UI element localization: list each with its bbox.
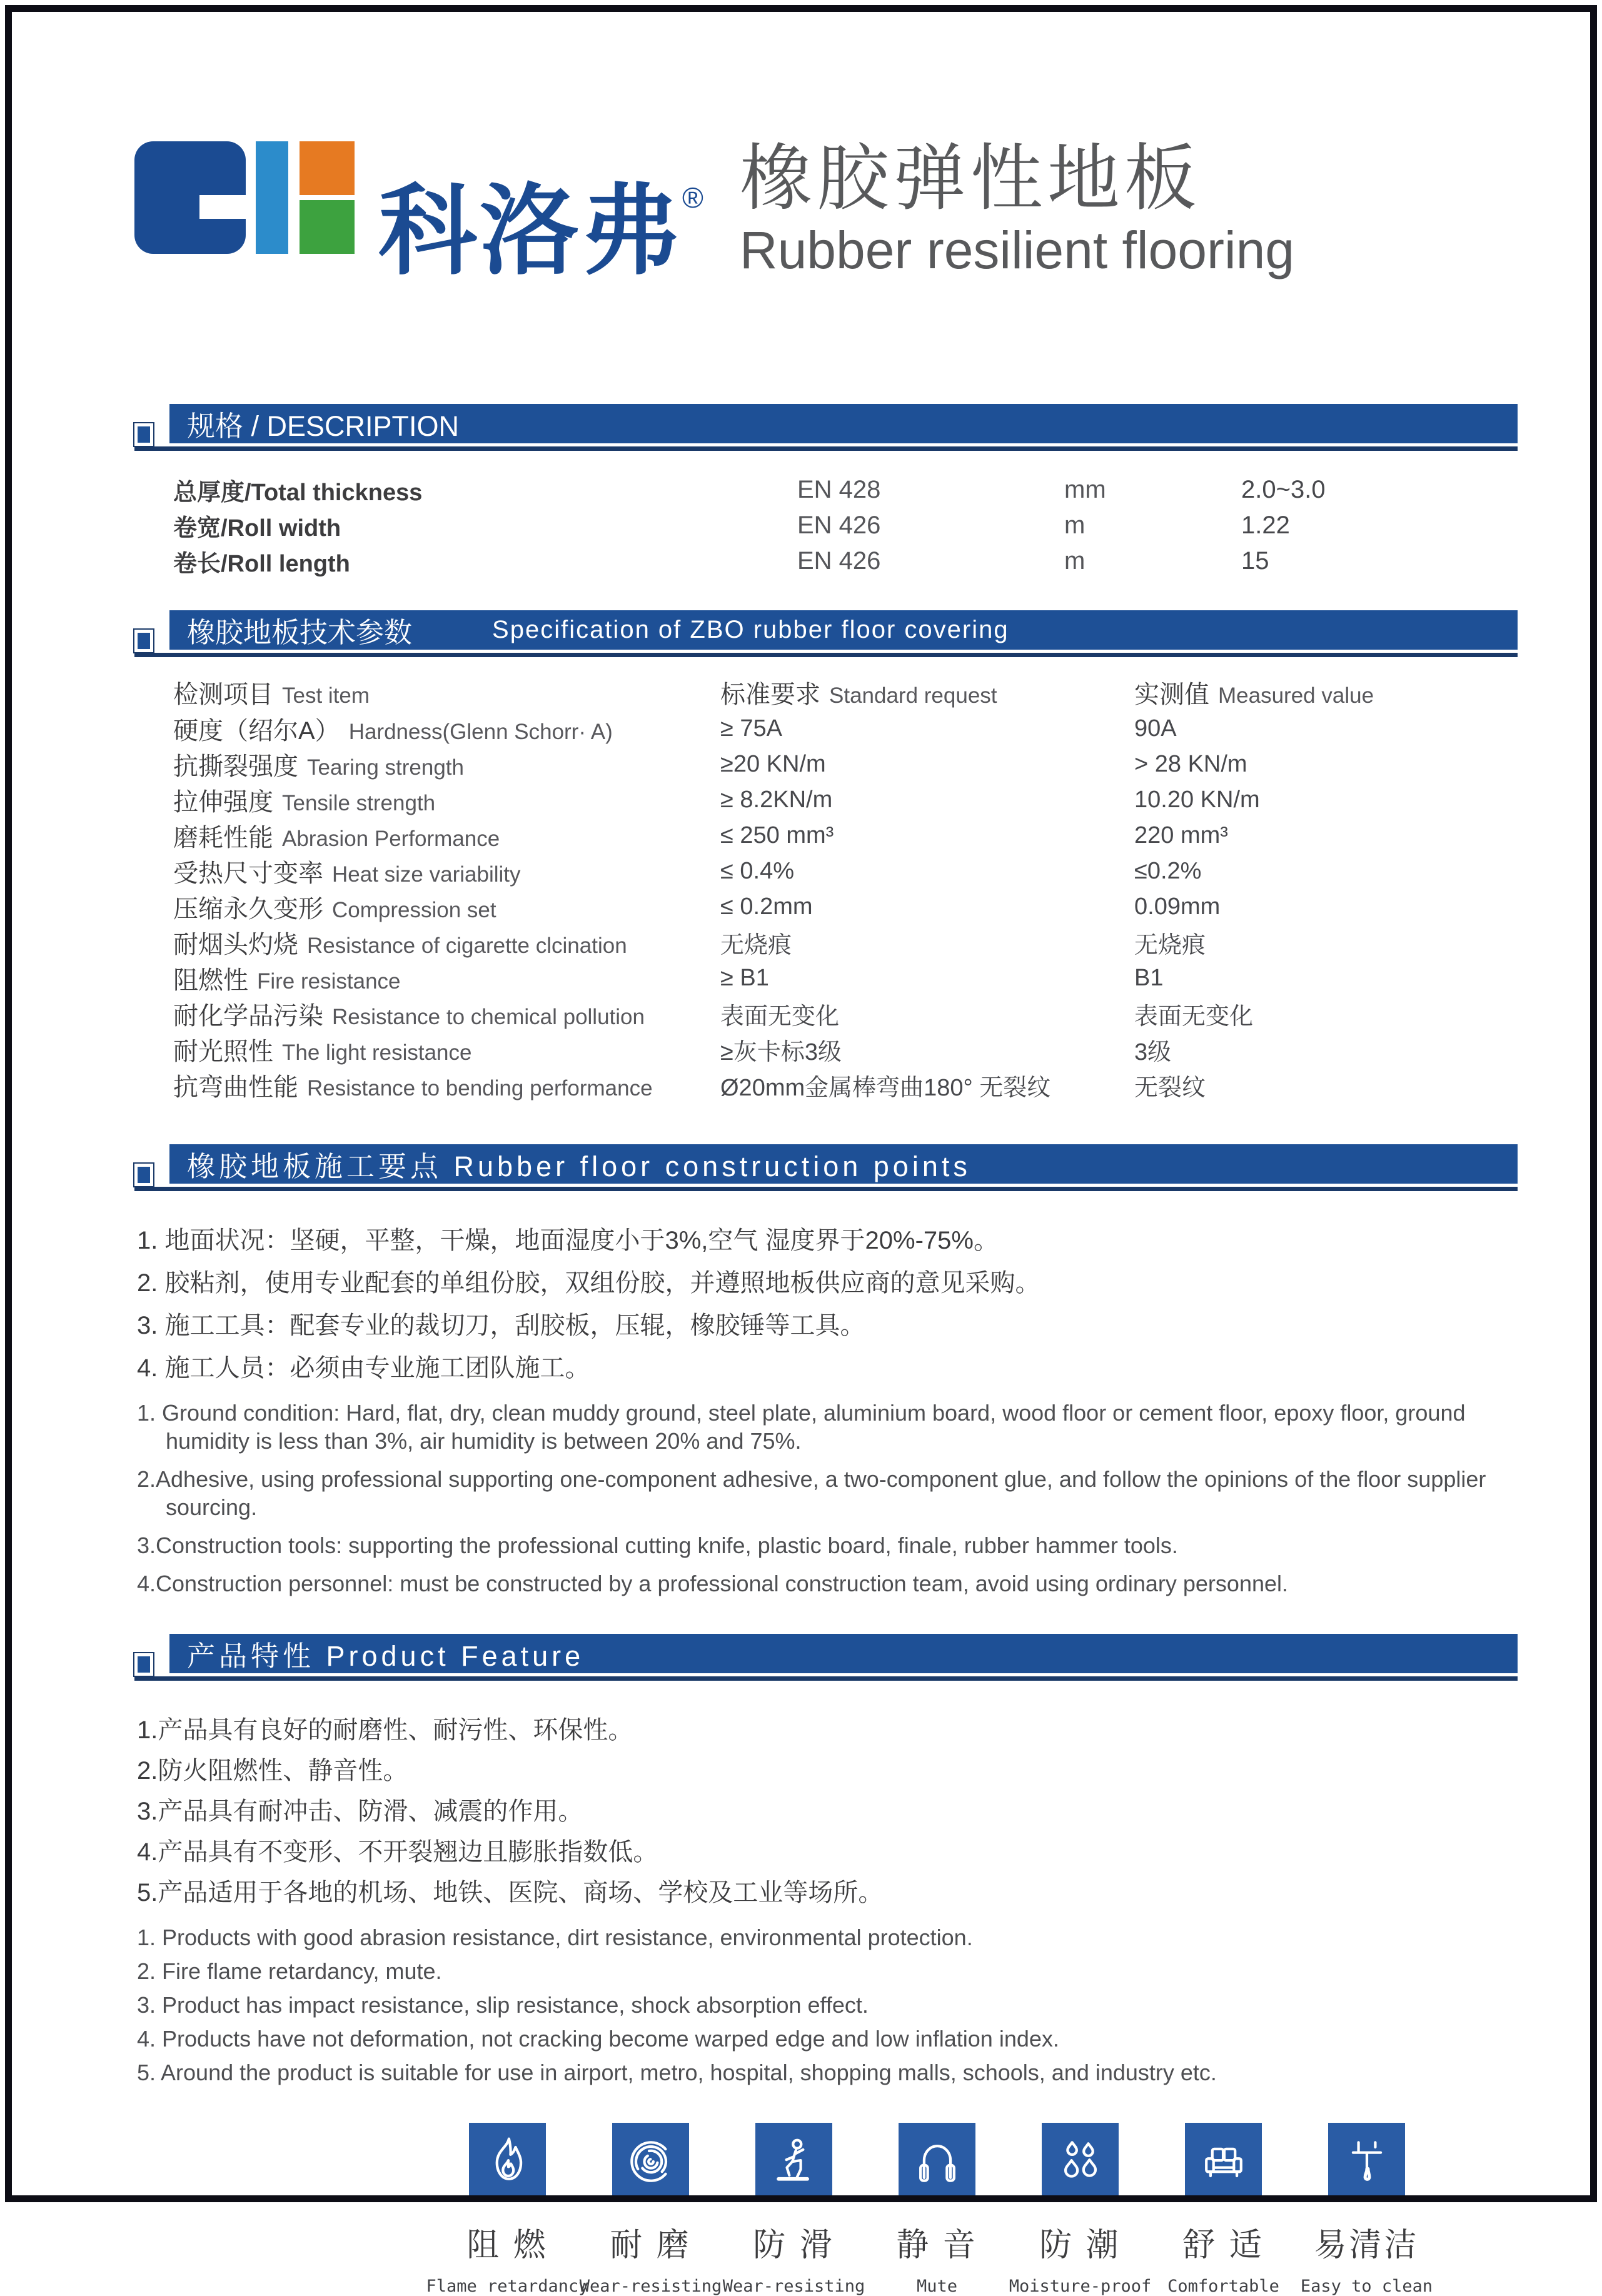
section-tag-square <box>134 423 153 446</box>
spec-item-zh: 抗撕裂强度 <box>173 753 298 780</box>
badge-label-en: Wear-resisting <box>579 2277 722 2296</box>
list-item: 1.产品具有良好的耐磨性、耐污性、环保性。 <box>137 1716 633 1744</box>
spec-measured-value: 10.20 KN/m <box>1134 787 1260 813</box>
list-item: 1. 地面状况：坚硬，平整，干燥，地面湿度小于3%,空气 湿度界于20%-75%。 <box>137 1227 999 1254</box>
spec-table-header <box>173 673 1518 711</box>
spec-row <box>173 889 1518 925</box>
section-bar <box>169 610 1518 650</box>
spec-measured-value: > 28 KN/m <box>1134 751 1247 777</box>
spec-standard-value: ≤ 0.4% <box>720 858 795 884</box>
badge-easy-to-clean <box>1295 2123 1438 2296</box>
row-label: 卷宽/Roll width <box>173 515 341 541</box>
flame-icon <box>469 2123 546 2200</box>
section-title: 规格 / DESCRIPTION <box>187 410 460 442</box>
list-item: 2.Adhesive, using professional supporting one-component adhesive, a two-component glue, and follow the opinions of the floor supplier sourcing. <box>137 1466 1486 1520</box>
spec-item-zh: 抗弯曲性能 <box>173 1074 298 1101</box>
spec-row <box>173 818 1518 853</box>
spec-standard-value: Ø20mm金属棒弯曲180° 无裂纹 <box>720 1075 1051 1101</box>
spec-item-zh: 阻燃性 <box>173 967 248 994</box>
spec-measured-value: 无烧痕 <box>1134 932 1206 959</box>
badge-label-en: Moisture-proof <box>1009 2277 1152 2296</box>
col-item-zh: 检测项目 <box>173 680 273 708</box>
spec-measured-value: B1 <box>1134 965 1164 991</box>
row-label: 总厚度/Total thickness <box>173 480 423 506</box>
spec-item-en: Fire resistance <box>257 969 401 994</box>
page-header <box>134 138 1518 288</box>
section-title: 产品特性 Product Feature <box>187 1640 585 1672</box>
list-item: 4. Products have not deformation, not cracking become warped edge and low inflation index. <box>137 2026 1059 2052</box>
badge-label-en: Wear-resisting <box>722 2277 865 2296</box>
feature-badges-row <box>426 2123 1518 2296</box>
list-item: 1. Ground condition: Hard, flat, dry, clean muddy ground, steel plate, aluminium board, wood floor or cement floor, epoxy floor, ground humidity is less than 3%, air humidity is between 20% and 75%. <box>137 1400 1466 1454</box>
list-item: 3.产品具有耐冲击、防滑、减震的作用。 <box>137 1798 583 1825</box>
badge-label-zh: 耐 磨 <box>610 2227 692 2263</box>
row-value: 2.0~3.0 <box>1241 476 1326 503</box>
spec-item-zh: 受热尺寸变率 <box>173 860 323 887</box>
construction-list-en <box>134 1399 1518 1598</box>
col-measured-zh: 实测值 <box>1134 680 1209 708</box>
spec-standard-value: ≥ 75A <box>720 715 783 742</box>
spec-item-zh: 耐光照性 <box>173 1038 273 1065</box>
badge-wear-resisting <box>579 2123 722 2296</box>
spec-row <box>173 960 1518 996</box>
squeegee-icon <box>1328 2123 1405 2200</box>
badge-label-en: Flame retardancy <box>426 2277 589 2296</box>
section-title-en: Specification of ZBO rubber floor covering <box>492 616 1009 643</box>
headphones-icon <box>899 2123 975 2200</box>
badge-label-zh: 舒 适 <box>1182 2227 1264 2263</box>
col-standard-zh: 标准要求 <box>720 680 820 708</box>
table-row <box>173 543 1518 579</box>
section-construction-header <box>134 1144 1518 1191</box>
badge-mute <box>865 2123 1009 2296</box>
badge-flame-retardancy <box>426 2123 589 2296</box>
list-item: 5. Around the product is suitable for use in airport, metro, hospital, shopping malls, schools, and industry etc. <box>137 2060 1217 2085</box>
spec-item-en: Resistance to bending performance <box>307 1076 653 1100</box>
spec-standard-value: ≥ 8.2KN/m <box>720 787 833 813</box>
spec-item-zh: 压缩永久变形 <box>173 895 323 923</box>
spec-standard-value: 无烧痕 <box>720 932 792 959</box>
section-tag-square <box>134 1653 153 1676</box>
features-list-en <box>134 1923 1518 2087</box>
logo-orange-square <box>300 141 355 195</box>
badge-label-zh: 防 潮 <box>1039 2227 1121 2263</box>
water-drops-icon <box>1042 2123 1119 2200</box>
spec-measured-value: 220 mm³ <box>1134 822 1228 848</box>
title-english: Rubber resilient flooring <box>739 221 1295 280</box>
construction-list-zh <box>134 1226 1518 1382</box>
anti-slip-icon <box>755 2123 832 2200</box>
section-title-zh: 橡胶地板技术参数 <box>187 617 413 648</box>
row-unit: m <box>1064 547 1086 575</box>
col-item-en: Test item <box>282 683 370 708</box>
spec-row <box>173 747 1518 782</box>
spec-table <box>134 673 1518 1103</box>
brand-name: 科洛弗® <box>378 176 706 286</box>
section-underline <box>134 446 1518 451</box>
table-row <box>173 472 1518 508</box>
spec-item-zh: 磨耗性能 <box>173 824 273 852</box>
spec-row <box>173 996 1518 1032</box>
row-value: 15 <box>1241 547 1269 575</box>
list-item: 2. Fire flame retardancy, mute. <box>137 1958 442 1984</box>
description-table <box>134 472 1518 579</box>
spec-row <box>173 853 1518 889</box>
row-unit: mm <box>1064 476 1106 503</box>
spec-item-zh: 耐化学品污染 <box>173 1002 323 1030</box>
section-tag-square <box>134 630 153 652</box>
list-item: 2.防火阻燃性、静音性。 <box>137 1757 408 1785</box>
spec-item-en: Hardness(Glenn Schorr· A) <box>348 720 613 744</box>
section-underline <box>134 1676 1518 1681</box>
col-standard-en: Standard request <box>829 683 997 708</box>
sofa-icon <box>1185 2123 1262 2200</box>
spec-item-en: Resistance to chemical pollution <box>332 1005 645 1029</box>
list-item: 1. Products with good abrasion resistance, dirt resistance, environmental protection. <box>137 1925 973 1950</box>
col-measured-en: Measured value <box>1218 683 1374 708</box>
badge-label-zh: 静 音 <box>896 2227 978 2263</box>
badge-moisture-proof <box>1009 2123 1152 2296</box>
spec-item-en: Tearing strength <box>307 755 464 780</box>
row-standard: EN 426 <box>797 511 881 539</box>
spec-item-en: Tensile strength <box>282 791 436 815</box>
logo-squares <box>300 141 355 254</box>
list-item: 4. 施工人员：必须由专业施工团队施工。 <box>137 1354 590 1382</box>
spec-standard-value: 表面无变化 <box>720 1004 840 1030</box>
spec-item-en: The light resistance <box>282 1040 472 1065</box>
section-bar <box>169 404 1518 443</box>
badge-label-zh: 防 滑 <box>753 2227 835 2263</box>
logo-c-shape <box>134 141 246 254</box>
spec-item-en: Abrasion Performance <box>282 827 500 851</box>
section-description-header <box>134 404 1518 451</box>
registered-mark: ® <box>682 181 706 214</box>
company-logo-icon <box>134 141 355 254</box>
badge-comfortable <box>1152 2123 1295 2296</box>
spec-item-en: Resistance of cigarette clcination <box>307 934 627 958</box>
section-underline <box>134 653 1518 657</box>
spec-item-zh: 耐烟头灼烧 <box>173 931 298 959</box>
spec-standard-value: ≤ 0.2mm <box>720 894 813 920</box>
row-label: 卷长/Roll length <box>173 551 350 577</box>
row-standard: EN 426 <box>797 547 881 575</box>
spec-standard-value: ≥ B1 <box>720 965 769 991</box>
section-spec-header <box>134 610 1518 657</box>
spec-measured-value: ≤0.2% <box>1134 858 1202 884</box>
wear-disc-icon <box>612 2123 689 2200</box>
list-item: 2. 胶粘剂，使用专业配套的单组份胶，双组份胶，并遵照地板供应商的意见采购。 <box>137 1269 1040 1297</box>
page-content <box>134 0 1518 2296</box>
spec-item-en: Heat size variability <box>332 862 521 887</box>
section-underline <box>134 1187 1518 1191</box>
section-bar <box>169 1144 1518 1184</box>
spec-standard-value: ≤ 250 mm³ <box>720 822 834 848</box>
spec-item-en: Compression set <box>332 898 496 922</box>
spec-standard-value: ≥灰卡标3级 <box>720 1039 842 1065</box>
spec-row <box>173 1067 1518 1103</box>
section-bar <box>169 1634 1518 1673</box>
list-item: 3. 施工工具：配套专业的裁切刀，刮胶板，压辊，橡胶锤等工具。 <box>137 1312 865 1339</box>
spec-row <box>173 711 1518 747</box>
spec-standard-value: ≥20 KN/m <box>720 751 826 777</box>
list-item: 4.Construction personnel: must be constructed by a professional construction team, avoid using ordinary personnel. <box>137 1571 1289 1596</box>
badge-label-en: Easy to clean <box>1300 2277 1433 2296</box>
section-features-header <box>134 1634 1518 1681</box>
badge-anti-slip <box>722 2123 865 2296</box>
spec-row <box>173 782 1518 818</box>
spec-measured-value: 0.09mm <box>1134 894 1221 920</box>
document-title <box>739 138 1295 281</box>
badge-label-en: Comfortable <box>1167 2277 1279 2296</box>
spec-row <box>173 1032 1518 1067</box>
spec-measured-value: 表面无变化 <box>1134 1004 1254 1030</box>
spec-measured-value: 3级 <box>1134 1039 1172 1065</box>
list-item: 3.Construction tools: supporting the professional cutting knife, plastic board, finale, rubber hammer tools. <box>137 1533 1178 1558</box>
row-unit: m <box>1064 511 1086 539</box>
logo-blue-bar <box>256 141 288 254</box>
table-row <box>173 508 1518 543</box>
list-item: 4.产品具有不变形、不开裂翘边且膨胀指数低。 <box>137 1838 658 1866</box>
list-item: 5.产品适用于各地的机场、地铁、医院、商场、学校及工业等场所。 <box>137 1879 884 1906</box>
spec-item-zh: 硬度（绍尔A） <box>173 717 340 745</box>
section-title: 橡胶地板施工要点 Rubber floor construction points <box>187 1151 971 1182</box>
section-tag-square <box>134 1164 153 1186</box>
row-standard: EN 428 <box>797 476 881 503</box>
title-chinese: 橡胶弹性地板 <box>739 138 1201 219</box>
features-list-zh <box>134 1716 1518 1907</box>
spec-item-zh: 拉伸强度 <box>173 788 273 816</box>
badge-label-zh: 易清洁 <box>1314 2227 1419 2263</box>
spec-measured-value: 无裂纹 <box>1134 1075 1206 1101</box>
list-item: 3. Product has impact resistance, slip resistance, shock absorption effect. <box>137 1992 869 2018</box>
spec-measured-value: 90A <box>1134 715 1177 742</box>
badge-label-en: Mute <box>916 2277 958 2296</box>
logo-green-square <box>300 200 355 254</box>
spec-row <box>173 925 1518 960</box>
badge-label-zh: 阻 燃 <box>466 2227 548 2263</box>
row-value: 1.22 <box>1241 511 1290 539</box>
